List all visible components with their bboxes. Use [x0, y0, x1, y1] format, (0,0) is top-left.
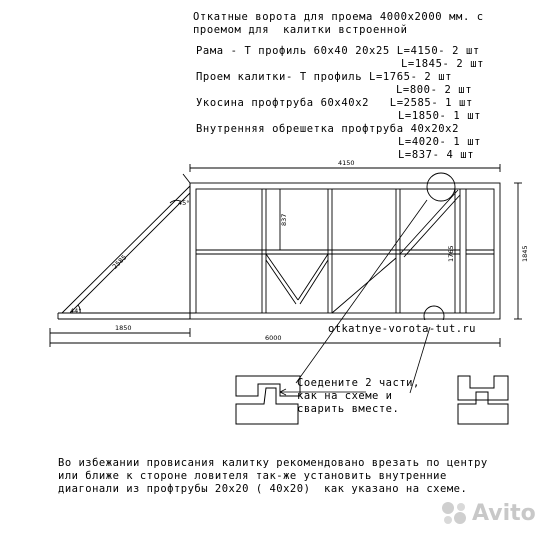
spec-inner-2: L=4020- 1 шт: [398, 136, 482, 148]
dim-height-total: 1845: [521, 245, 529, 262]
site-url: otkatnye-vorota-tut.ru: [328, 323, 476, 335]
joint-detail-right: [458, 376, 508, 424]
joint-detail-left: [236, 376, 300, 424]
dim-wicket-height: 1765: [447, 245, 455, 262]
dim-angle-bottom: 44°: [70, 307, 82, 315]
avito-logo-icon: [440, 500, 470, 526]
spec-brace: Укосина профтруба 60х40х2 L=2585- 1 шт: [196, 97, 473, 109]
footer-note-1: Во избежании провисания калитку рекомендовано врезать по центру: [58, 457, 488, 469]
spec-frame: Рама - Т профиль 60х40 20х25 L=4150- 2 шт: [196, 45, 480, 57]
avito-watermark: [440, 500, 536, 526]
footer-note-3: диагонали из профтрубы 20х20 ( 40х20) как указано на схеме.: [58, 483, 468, 495]
spec-inner-3: L=837- 4 шт: [398, 149, 475, 161]
header-line-2: проемом для калитки встроенной: [193, 24, 408, 36]
spec-wicket: Проем калитки- Т профиль L=1765- 2 шт: [196, 71, 453, 83]
dim-total-length: 6000: [265, 334, 282, 342]
join-note-1: Соедените 2 части,: [297, 377, 420, 389]
avito-text: Avito: [472, 500, 536, 526]
dim-top-length: 4150: [338, 159, 355, 167]
dim-angle-top: 45°: [178, 199, 190, 207]
dim-tail-length: 1850: [115, 324, 132, 332]
dim-inner-height: 837: [280, 213, 288, 226]
spec-frame-2: L=1845- 2 шт: [401, 58, 485, 70]
spec-brace-2: L=1850- 1 шт: [398, 110, 482, 122]
join-note-3: сварить вместе.: [297, 403, 400, 415]
header-line-1: Откатные ворота для проема 4000х2000 мм. с: [193, 11, 484, 23]
spec-wicket-2: L=800- 2 шт: [396, 84, 473, 96]
join-note-2: как на схеме и: [297, 390, 393, 402]
dim-diagonal: 2585: [110, 253, 129, 271]
spec-inner: Внутренняя обрешетка профтруба 40х20х2: [196, 123, 460, 135]
footer-note-2: или ближе к стороне ловителя так-же установить внутренние: [58, 470, 447, 482]
